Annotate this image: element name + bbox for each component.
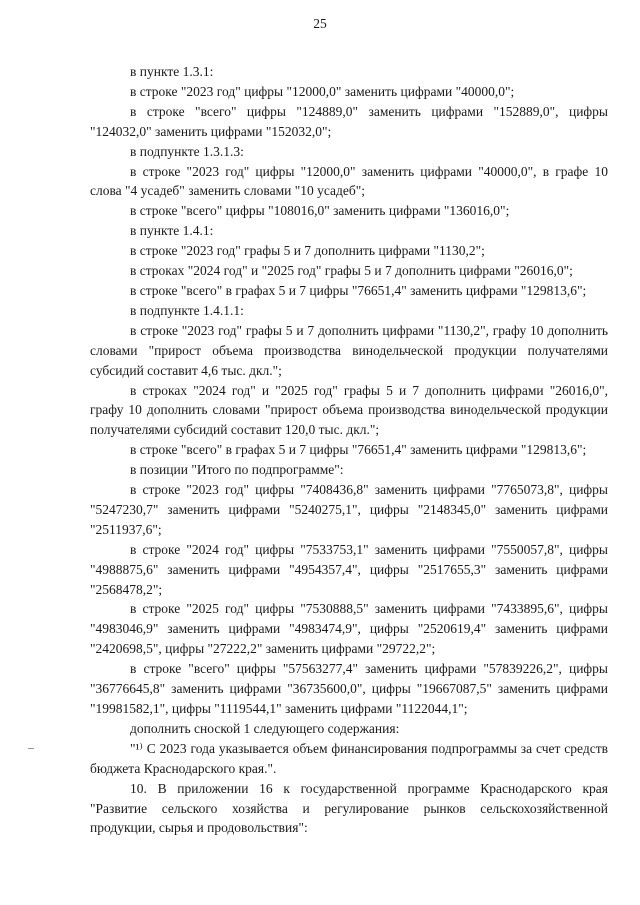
- paragraph: в строке "2023 год" цифры "7408436,8" заменить цифрами "7765073,8", цифры "5247230,7" заменить цифрами "5240275,1", цифры "2148345,0" заменить цифрами "2511937,6";: [90, 482, 608, 537]
- document-body: [90, 62, 608, 838]
- paragraph: в строке "всего" в графах 5 и 7 цифры "76651,4" заменить цифрами "129813,6";: [130, 282, 587, 298]
- paragraph: в строке "2023 год" графы 5 и 7 дополнить цифрами "1130,2";: [130, 243, 485, 259]
- paragraph: в пункте 1.3.1:: [130, 64, 214, 79]
- paragraph: в строке "всего" цифры "57563277,4" заменить цифрами "57839226,2", цифры "36776645,8" заменить цифрами "36735600,0", цифры "19667087,5" заменить цифрами "19981582,1", цифры "1119544,1" заменить цифрами "1122044,1";: [90, 661, 608, 716]
- paragraph: в строке "2024 год" цифры "7533753,1" заменить цифрами "7550057,8", цифры "4988875,6" заменить цифрами "4954357,4", цифры "2517655,3" заменить цифрами "2568478,2";: [90, 541, 608, 597]
- page-number: 25: [313, 16, 327, 31]
- paragraph: в строках "2024 год" и "2025 год" графы 5 и 7 дополнить цифрами "26016,0", графу 10 дополнить словами "прирост объема производства винодельческой продукции получателями субсидий составит 120,0 тыс. дкл.";: [90, 382, 608, 438]
- paragraph: в строке "всего" цифры "124889,0" заменить цифрами "152889,0", цифры "124032,0" заменить цифрами "152032,0";: [90, 103, 608, 139]
- paragraph: 10. В приложении 16 к государственной программе Краснодарского края "Развитие сельского хозяйства и регулирование рынков сельскохозяйственной продукции, сырья и продовольствия":: [90, 780, 608, 836]
- paragraph: в подпункте 1.3.1.3:: [130, 143, 244, 159]
- paragraph: в подпункте 1.4.1.1:: [130, 302, 244, 318]
- margin-mark: [28, 748, 34, 749]
- paragraph: в строке "2023 год" графы 5 и 7 дополнить цифрами "1130,2", графу 10 дополнить словами "прирост объема производства винодельческой продукции получателями субсидий составит 4,6 тыс. дкл.";: [90, 322, 608, 378]
- paragraph: в строке "2023 год" цифры "12000,0" заменить цифрами "40000,0";: [130, 83, 515, 99]
- paragraph: в строке "всего" в графах 5 и 7 цифры "76651,4" заменить цифрами "129813,6";: [130, 442, 587, 458]
- paragraph: в строке "всего" цифры "108016,0" заменить цифрами "136016,0";: [130, 203, 510, 219]
- paragraph: дополнить сноской 1 следующего содержания:: [130, 720, 400, 736]
- paragraph: в строке "2025 год" цифры "7530888,5" заменить цифрами "7433895,6", цифры "4983046,9" заменить цифрами "4983474,9", цифры "2520619,4" заменить цифрами "2420698,5", цифры "27222,2" заменить цифрами "29722,2";: [90, 601, 608, 657]
- paragraph: в строках "2024 год" и "2025 год" графы 5 и 7 дополнить цифрами "26016,0";: [130, 263, 573, 279]
- paragraph: в позиции "Итого по подпрограмме":: [130, 462, 344, 478]
- footnote-paragraph: "¹⁾ С 2023 года указывается объем финансирования подпрограммы за счет средств бюджета Краснодарского края.".: [90, 740, 608, 776]
- paragraph: в строке "2023 год" цифры "12000,0" заменить цифрами "40000,0", в графе 10 слова "4 усадеб" заменить словами "10 усадеб";: [90, 163, 608, 199]
- paragraph: в пункте 1.4.1:: [130, 223, 214, 239]
